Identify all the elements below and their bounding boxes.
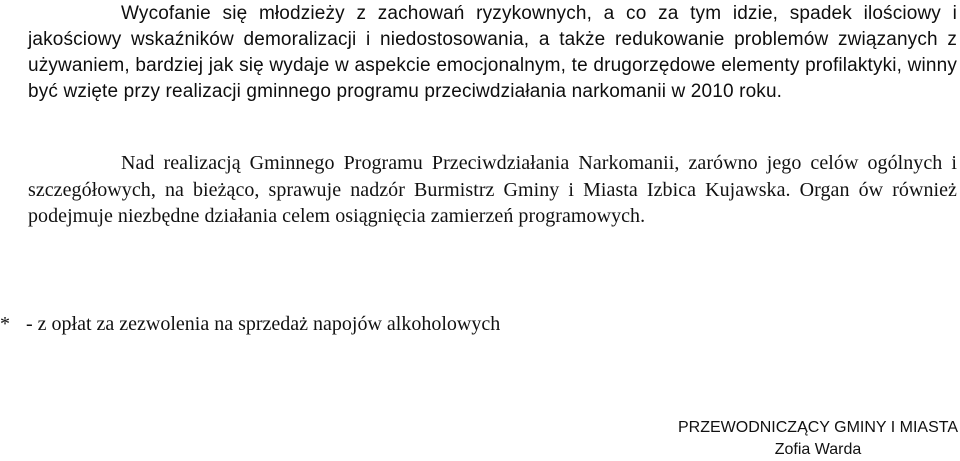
footnote-marker: *: [0, 313, 10, 335]
signature-block: [678, 417, 958, 461]
paragraph-supervision: [28, 150, 957, 230]
paragraph-2-text: Nad realizacją Gminnego Programu Przeciwdziałania Narkomanii, zarówno jego celów ogólnych i szczegółowych, na bieżąco, sprawuje nadzór Burmistrz Gminy i Miasta Izbica Kujawska. Organ ów również podejmuje niezbędne działania celem osiągnięcia zamierzeń programowych.: [28, 152, 957, 227]
paragraph-1-text: Wycofanie się młodzieży z zachowań ryzykownych, a co za tym idzie, spadek ilościowy i jakościowy wskaźników demoralizacji i niedostosowania, a także redukowanie problemów związanych z używaniem, bardziej jak się wydaje w aspekcie emocjonalnym, te drugorzędowe elementy profilaktyki, winny być wzięte przy realizacji gminnego programu przeciwdziałania narkomanii w 2010 roku.: [28, 3, 957, 102]
footnote-text: - z opłat za zezwolenia na sprzedaż napojów alkoholowych: [26, 313, 501, 335]
signature-name: Zofia Warda: [774, 441, 862, 458]
footnote: [0, 311, 500, 337]
paragraph-youth-behavior: [28, 1, 957, 105]
signature-title: PRZEWODNICZĄCY GMINY I MIASTA: [677, 419, 958, 436]
